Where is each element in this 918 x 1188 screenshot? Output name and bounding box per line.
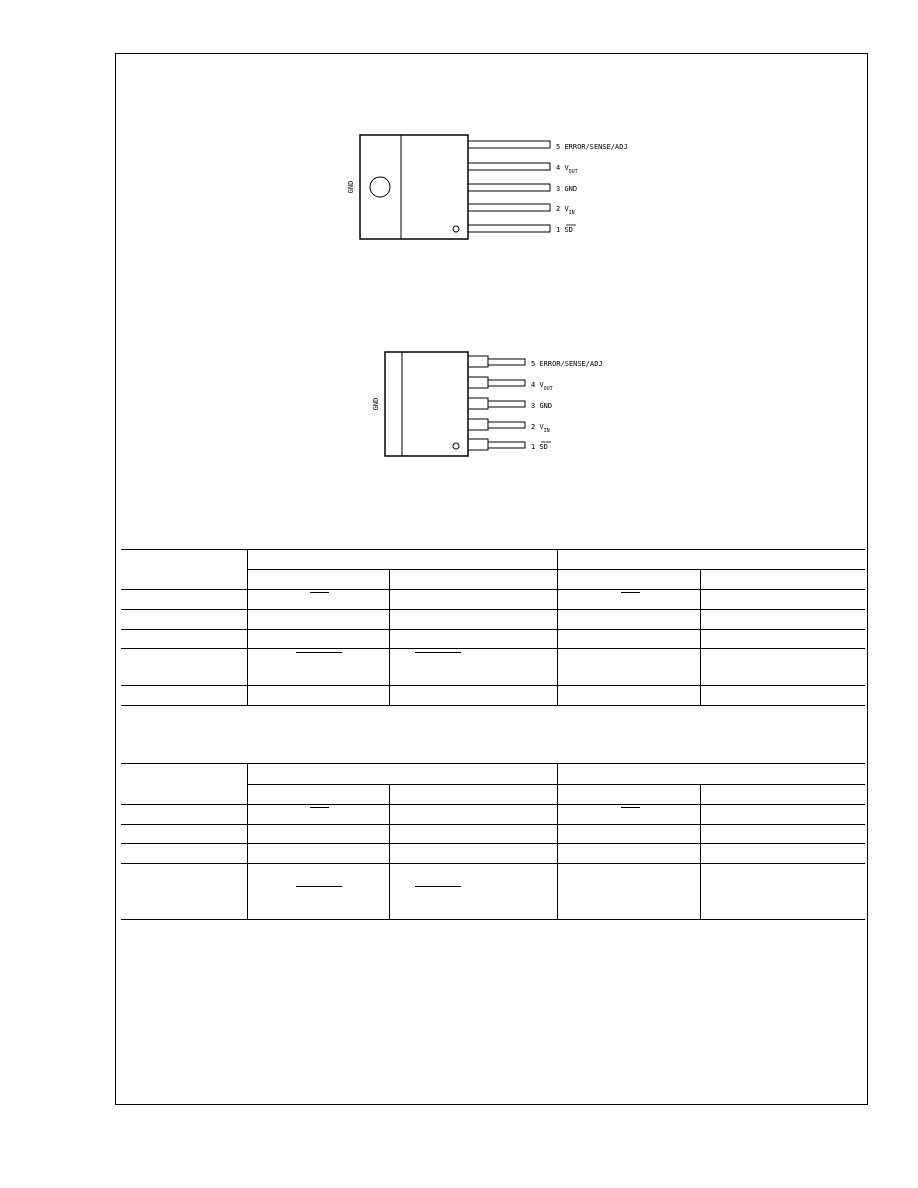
svg-text:3 GND: 3 GND [531,402,553,410]
lead-5 [468,356,603,368]
package-body [385,352,468,456]
lead-1 [468,225,576,234]
svg-text:4 VOUT: 4 $V_{OUT}$ [531,381,553,392]
svg-text:2 VIN: 2 $V_{IN}$ [556,205,575,216]
lead-2 [468,204,575,216]
svg-text:1 SD: 1 SD [556,226,573,234]
lead-3 [468,398,552,410]
svg-text:2 VIN: 2 $V_{IN}$ [531,423,550,434]
svg-text:5 ERROR/SENSE/ADJ: 5 ERROR/SENSE/ADJ [531,360,603,368]
lead-4 [468,377,553,392]
pin1-marker-icon [453,226,459,232]
lead-4 [468,163,578,175]
lead-3 [468,184,577,193]
package-body [360,135,468,239]
lead-2 [468,419,550,434]
table-grid-2 [121,763,865,921]
package-diagram-bottom [365,348,665,463]
pin1-marker-icon [453,443,459,449]
lead-5 [468,141,628,151]
svg-text:5 ERROR/SENSE/ADJ: 5 ERROR/SENSE/ADJ [556,143,628,151]
gnd-side-label: GND [347,180,355,194]
package-diagram-top [340,130,660,245]
lead-1 [468,439,551,451]
table-grid-1 [121,549,865,707]
mounting-hole-icon [370,177,390,197]
svg-text:3 GND: 3 GND [556,185,578,193]
svg-text:1 SD: 1 SD [531,443,548,451]
gnd-side-label: GND [372,397,380,411]
svg-text:4 VOUT: 4 $V_{OUT}$ [556,164,578,175]
